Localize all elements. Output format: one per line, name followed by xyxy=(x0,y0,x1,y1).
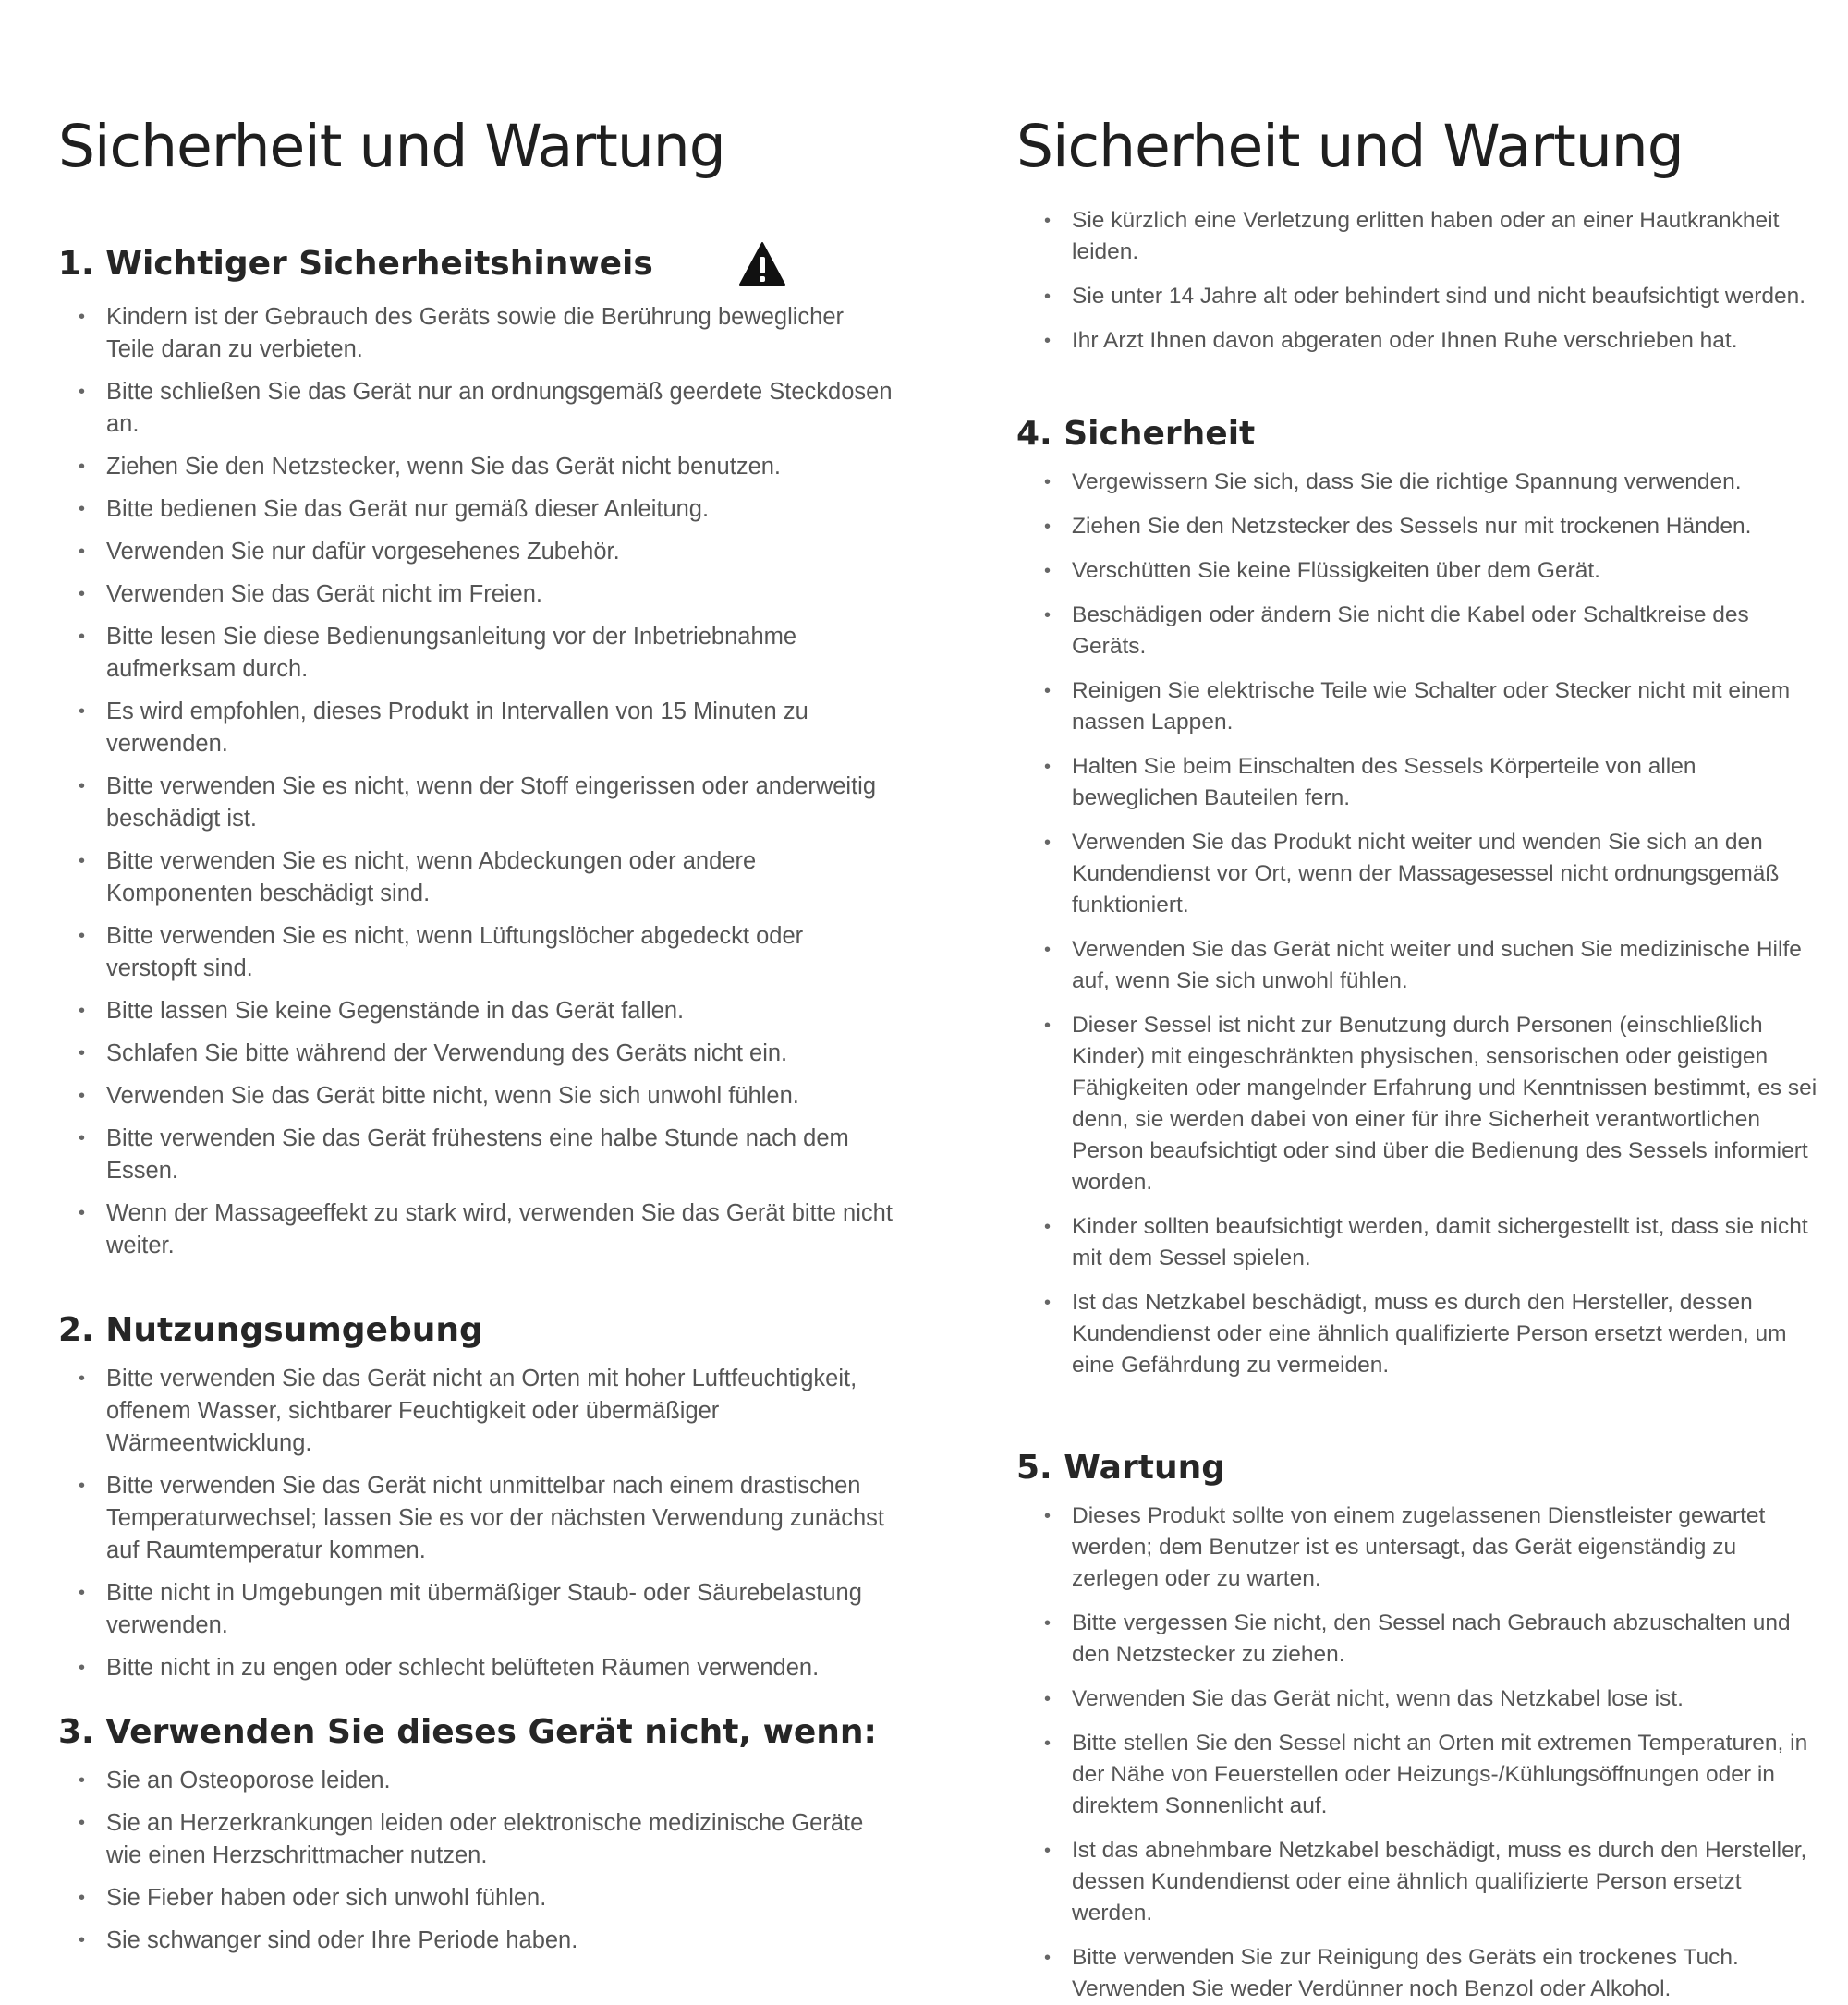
bullet-list xyxy=(1016,205,1830,357)
list-item: • Bitte bedienen Sie das Gerät nur gemäß dieser Anleitung. xyxy=(106,493,906,526)
bullet-list xyxy=(58,1363,906,1684)
list-item: • Bitte verwenden Sie das Gerät nicht an Orten mit hoher Luftfeuchtigkeit, offenem Wasser, sichtbarer Feuchtigkeit oder übermäßiger Wärmeentwicklung. xyxy=(106,1363,906,1460)
bullet-list xyxy=(58,1765,906,1957)
bullet-list xyxy=(58,301,906,1262)
section-do-not-use xyxy=(58,1712,906,1957)
list-item: • Sie schwanger sind oder Ihre Periode haben. xyxy=(106,1925,906,1957)
page-title: Sicherheit und Wartung xyxy=(1016,113,1684,180)
page-title: Sicherheit und Wartung xyxy=(58,113,725,180)
list-item: • Beschädigen oder ändern Sie nicht die Kabel oder Schaltkreise des Geräts. xyxy=(1072,600,1830,662)
list-item: • Halten Sie beim Einschalten des Sessels Körperteile von allen beweglichen Bauteilen fern. xyxy=(1072,751,1830,814)
list-item: • Bitte verwenden Sie es nicht, wenn Abdeckungen oder andere Komponenten beschädigt sind. xyxy=(106,845,906,910)
right-page xyxy=(933,0,1848,2002)
list-item: • Ziehen Sie den Netzstecker des Sessels nur mit trockenen Händen. xyxy=(1072,511,1830,542)
list-item: • Ist das Netzkabel beschädigt, muss es durch den Hersteller, dessen Kundendienst oder eine ähnlich qualifizierte Person ersetzt werden, um eine Gefährdung zu vermeiden. xyxy=(1072,1287,1830,1381)
list-item: • Kinder sollten beaufsichtigt werden, damit sichergestellt ist, dass sie nicht mit dem Sessel spielen. xyxy=(1072,1211,1830,1274)
list-item: • Bitte lesen Sie diese Bedienungsanleitung vor der Inbetriebnahme aufmerksam durch. xyxy=(106,621,906,686)
list-item: • Dieser Sessel ist nicht zur Benutzung durch Personen (einschließlich Kinder) mit eingeschränkten physischen, sensorischen oder geistigen Fähigkeiten oder mangelnder Erfahrung und Kenntnissen bestimmt, es sei denn, sie werden dabei von einer für ihre Sicherheit verantwortlichen Person beaufsichtigt oder sind über die Bedienung des Sessels informiert worden. xyxy=(1072,1010,1830,1198)
section-heading xyxy=(58,240,906,288)
list-item: • Schlafen Sie bitte während der Verwendung des Geräts nicht ein. xyxy=(106,1038,906,1070)
list-item: • Verschütten Sie keine Flüssigkeiten über dem Gerät. xyxy=(1072,555,1830,587)
list-item: • Bitte verwenden Sie es nicht, wenn der Stoff eingerissen oder anderweitig beschädigt ist. xyxy=(106,771,906,835)
list-item: • Bitte verwenden Sie das Gerät frühestens eine halbe Stunde nach dem Essen. xyxy=(106,1123,906,1187)
list-item: • Dieses Produkt sollte von einem zugelassenen Dienstleister gewartet werden; dem Benutzer ist es untersagt, das Gerät eigenständig zu zerlegen oder zu warten. xyxy=(1072,1501,1830,1595)
left-page xyxy=(0,0,933,1954)
list-item: • Verwenden Sie das Gerät nicht im Freien. xyxy=(106,578,906,611)
list-item: • Wenn der Massageeffekt zu stark wird, verwenden Sie das Gerät bitte nicht weiter. xyxy=(106,1197,906,1262)
list-item: • Bitte nicht in zu engen oder schlecht belüfteten Räumen verwenden. xyxy=(106,1652,906,1684)
bullet-list xyxy=(1016,1501,1830,2005)
list-item: • Ihr Arzt Ihnen davon abgeraten oder Ihnen Ruhe verschrieben hat. xyxy=(1072,325,1830,357)
list-item: • Verwenden Sie nur dafür vorgesehenes Zubehör. xyxy=(106,536,906,568)
list-item: • Verwenden Sie das Produkt nicht weiter und wenden Sie sich an den Kundendienst vor Ort, wenn der Massagesessel nicht ordnungsgemäß funktioniert. xyxy=(1072,827,1830,921)
list-item: • Bitte verwenden Sie es nicht, wenn Lüftungslöcher abgedeckt oder verstopft sind. xyxy=(106,920,906,985)
section-heading-text: 1. Wichtiger Sicherheitshinweis xyxy=(58,245,653,284)
list-item: • Bitte schließen Sie das Gerät nur an ordnungsgemäß geerdete Steckdosen an. xyxy=(106,376,906,441)
list-item: • Sie unter 14 Jahre alt oder behindert sind und nicht beaufsichtigt werden. xyxy=(1072,281,1830,312)
list-item: • Ziehen Sie den Netzstecker, wenn Sie das Gerät nicht benutzen. xyxy=(106,451,906,483)
section-maintenance xyxy=(1016,1448,1830,2005)
section-safety xyxy=(1016,414,1830,1381)
list-item: • Bitte verwenden Sie zur Reinigung des Geräts ein trockenes Tuch. Verwenden Sie weder Verdünner noch Benzol oder Alkohol. xyxy=(1072,1942,1830,2005)
list-item: • Verwenden Sie das Gerät nicht weiter und suchen Sie medizinische Hilfe auf, wenn Sie sich unwohl fühlen. xyxy=(1072,934,1830,997)
section-heading: 2. Nutzungsumgebung xyxy=(58,1310,483,1349)
section-do-not-use-continued xyxy=(1016,205,1830,357)
section-usage-environment xyxy=(58,1310,906,1684)
list-item: • Verwenden Sie das Gerät nicht, wenn das Netzkabel lose ist. xyxy=(1072,1683,1830,1715)
section-heading: 4. Sicherheit xyxy=(1016,414,1256,453)
warning-triangle-icon xyxy=(738,240,786,288)
bullet-list xyxy=(1016,467,1830,1381)
list-item: • Bitte lassen Sie keine Gegenstände in das Gerät fallen. xyxy=(106,995,906,1027)
list-item: • Kindern ist der Gebrauch des Geräts sowie die Berührung beweglicher Teile daran zu verbieten. xyxy=(106,301,906,366)
list-item: • Bitte verwenden Sie das Gerät nicht unmittelbar nach einem drastischen Temperaturwechsel; lassen Sie es vor der nächsten Verwendung zunächst auf Raumtemperatur kommen. xyxy=(106,1470,906,1567)
list-item: • Reinigen Sie elektrische Teile wie Schalter oder Stecker nicht mit einem nassen Lappen. xyxy=(1072,675,1830,738)
list-item: • Bitte stellen Sie den Sessel nicht an Orten mit extremen Temperaturen, in der Nähe von Feuerstellen oder Heizungs-/Kühlungsöffnungen oder in direktem Sonnenlicht auf. xyxy=(1072,1728,1830,1822)
list-item: • Vergewissern Sie sich, dass Sie die richtige Spannung verwenden. xyxy=(1072,467,1830,498)
list-item: • Sie kürzlich eine Verletzung erlitten haben oder an einer Hautkrankheit leiden. xyxy=(1072,205,1830,268)
list-item: • Sie an Osteoporose leiden. xyxy=(106,1765,906,1797)
list-item: • Bitte vergessen Sie nicht, den Sessel nach Gebrauch abzuschalten und den Netzstecker zu ziehen. xyxy=(1072,1608,1830,1671)
section-important-safety xyxy=(58,240,906,1262)
list-item: • Es wird empfohlen, dieses Produkt in Intervallen von 15 Minuten zu verwenden. xyxy=(106,696,906,760)
list-item: • Ist das abnehmbare Netzkabel beschädigt, muss es durch den Hersteller, dessen Kundendienst oder eine ähnlich qualifizierte Person ersetzt werden. xyxy=(1072,1835,1830,1929)
list-item: • Sie Fieber haben oder sich unwohl fühlen. xyxy=(106,1882,906,1914)
section-heading: 3. Verwenden Sie dieses Gerät nicht, wenn: xyxy=(58,1713,877,1752)
section-heading: 5. Wartung xyxy=(1016,1449,1225,1488)
list-item: • Bitte nicht in Umgebungen mit übermäßiger Staub- oder Säurebelastung verwenden. xyxy=(106,1577,906,1642)
list-item: • Verwenden Sie das Gerät bitte nicht, wenn Sie sich unwohl fühlen. xyxy=(106,1080,906,1112)
list-item: • Sie an Herzerkrankungen leiden oder elektronische medizinische Geräte wie einen Herzschrittmacher nutzen. xyxy=(106,1807,906,1872)
